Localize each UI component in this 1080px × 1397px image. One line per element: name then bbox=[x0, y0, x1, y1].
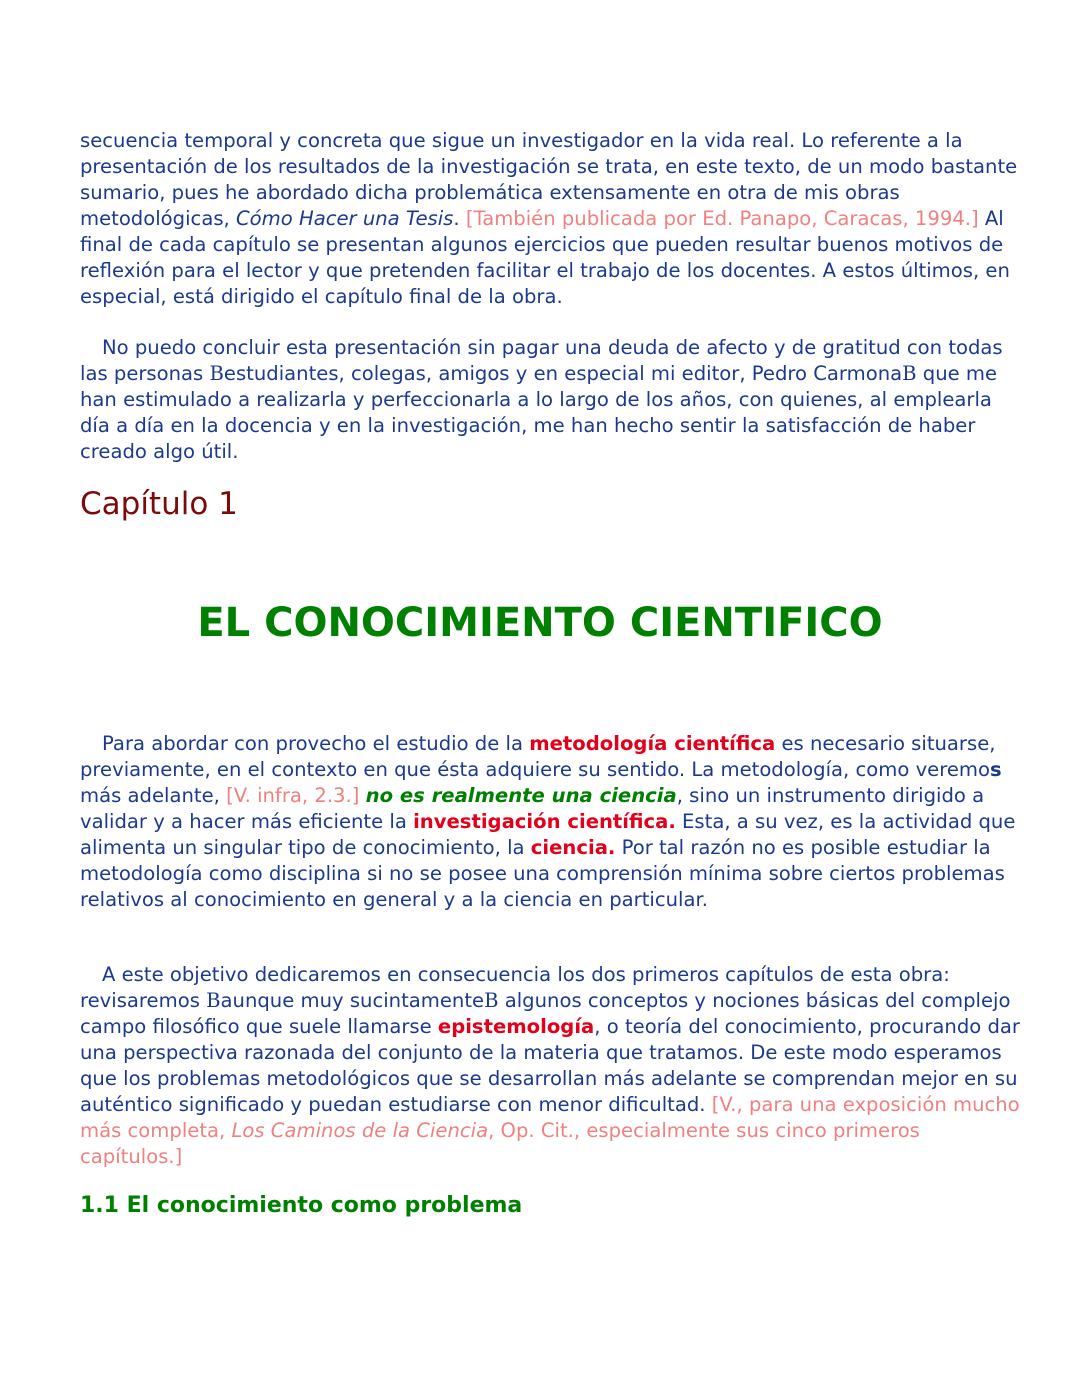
paragraph-text: Por tal razón no es posible estudiar la metodología como disciplina si no se posee una comprensión mínima sobre ciertos problemas relativos al conocimiento en general y a la ciencia en particular. bbox=[80, 836, 1005, 911]
paragraph-text: estudiantes, colegas, amigos y en especial mi editor, Pedro Carmona bbox=[223, 362, 903, 385]
paragraph-text: Esta, a su vez, es la actividad que alimenta un singular tipo de conocimiento, la bbox=[80, 810, 1016, 859]
paragraph-text: más adelante, bbox=[80, 784, 227, 807]
paragraph-text: que me han estimulado a realizarla y perfeccionarla a lo largo de los años, con quienes, al emplearla día a día en la docencia y en la investigación, me han hecho sentir la satisfacción de haber creado algo útil. bbox=[80, 362, 998, 463]
paragraph-methodology bbox=[80, 731, 1020, 913]
paragraph-text: aunque muy sucintamente bbox=[220, 989, 485, 1012]
highlight-term: investigación científica. bbox=[413, 810, 676, 833]
paragraph-text: , sino un instrumento dirigido a validar y a hacer más eficiente la bbox=[80, 784, 985, 833]
paragraph-text: No puedo concluir esta presentación sin pagar una deuda de afecto y de gratitud con todas las personas bbox=[80, 336, 1003, 385]
section-heading: 1.1 El conocimiento como problema bbox=[80, 1193, 523, 1218]
chapter-label: Capítulo 1 bbox=[80, 486, 238, 522]
highlight-term: epistemología bbox=[437, 1015, 595, 1038]
dash-glyph: B bbox=[209, 362, 224, 385]
reference-note: [V., para una exposición mucho más completa, bbox=[80, 1093, 1020, 1142]
paragraph-objective bbox=[80, 962, 1020, 1170]
bold-letter: s bbox=[989, 758, 1002, 781]
paragraph-text: A este objetivo dedicaremos en consecuencia los dos primeros capítulos de esta obra: revisaremos bbox=[80, 963, 950, 1012]
highlight-term: metodología científica bbox=[529, 732, 776, 755]
paragraph-acknowledgements bbox=[80, 335, 1020, 465]
paragraph-text: Al final de cada capítulo se presentan algunos ejercicios que pueden resultar buenos motivos de reflexión para el lector y que pretenden facilitar el trabajo de los docentes. A estos últimos, en especial, está dirigido el capítulo final de la obra. bbox=[80, 207, 1010, 308]
paragraph-text: . bbox=[453, 207, 466, 230]
highlight-term: ciencia. bbox=[530, 836, 616, 859]
chapter-title: EL CONOCIMIENTO CIENTIFICO bbox=[197, 600, 883, 646]
reference-note: , Op. Cit., especialmente sus cinco primeros capítulos.] bbox=[80, 1119, 920, 1168]
paragraph-text: es necesario situarse, previamente, en el contexto en que ésta adquiere su sentido. La metodología, como veremo bbox=[80, 732, 996, 781]
emphasis-phrase: no es realmente una ciencia bbox=[365, 784, 677, 807]
reference-book-title: Los Caminos de la Ciencia bbox=[231, 1119, 489, 1142]
paragraph-text: , o teoría del conocimiento, procurando dar una perspectiva razonada del conjunto de la materia que tratamos. De este modo esperamos que los problemas metodológicos que se desarrollan más adelante se comprendan mejor en su auténtico significado y puedan estudiarse con menor dificultad. bbox=[80, 1015, 1020, 1116]
paragraph-intro-end bbox=[80, 128, 1020, 310]
dash-glyph: B bbox=[206, 989, 221, 1012]
dash-glyph: B bbox=[484, 989, 499, 1012]
paragraph-text: secuencia temporal y concreta que sigue un investigador en la vida real. Lo referente a la presentación de los resultados de la investigación se trata, en este texto, de un modo bastante sumario, pues he abordado dicha problemática extensamente en otra de mis obras metodológicas, bbox=[80, 129, 1018, 230]
reference-note: [V. infra, 2.3.] bbox=[226, 784, 360, 807]
reference-note: [También publicada por Ed. Panapo, Caracas, 1994.] bbox=[465, 207, 979, 230]
paragraph-text: algunos conceptos y nociones básicas del complejo campo filosófico que suele llamarse bbox=[80, 989, 1011, 1038]
book-title: Cómo Hacer una Tesis bbox=[236, 207, 454, 230]
paragraph-text: Para abordar con provecho el estudio de la bbox=[102, 732, 530, 755]
dash-glyph: B bbox=[902, 362, 917, 385]
